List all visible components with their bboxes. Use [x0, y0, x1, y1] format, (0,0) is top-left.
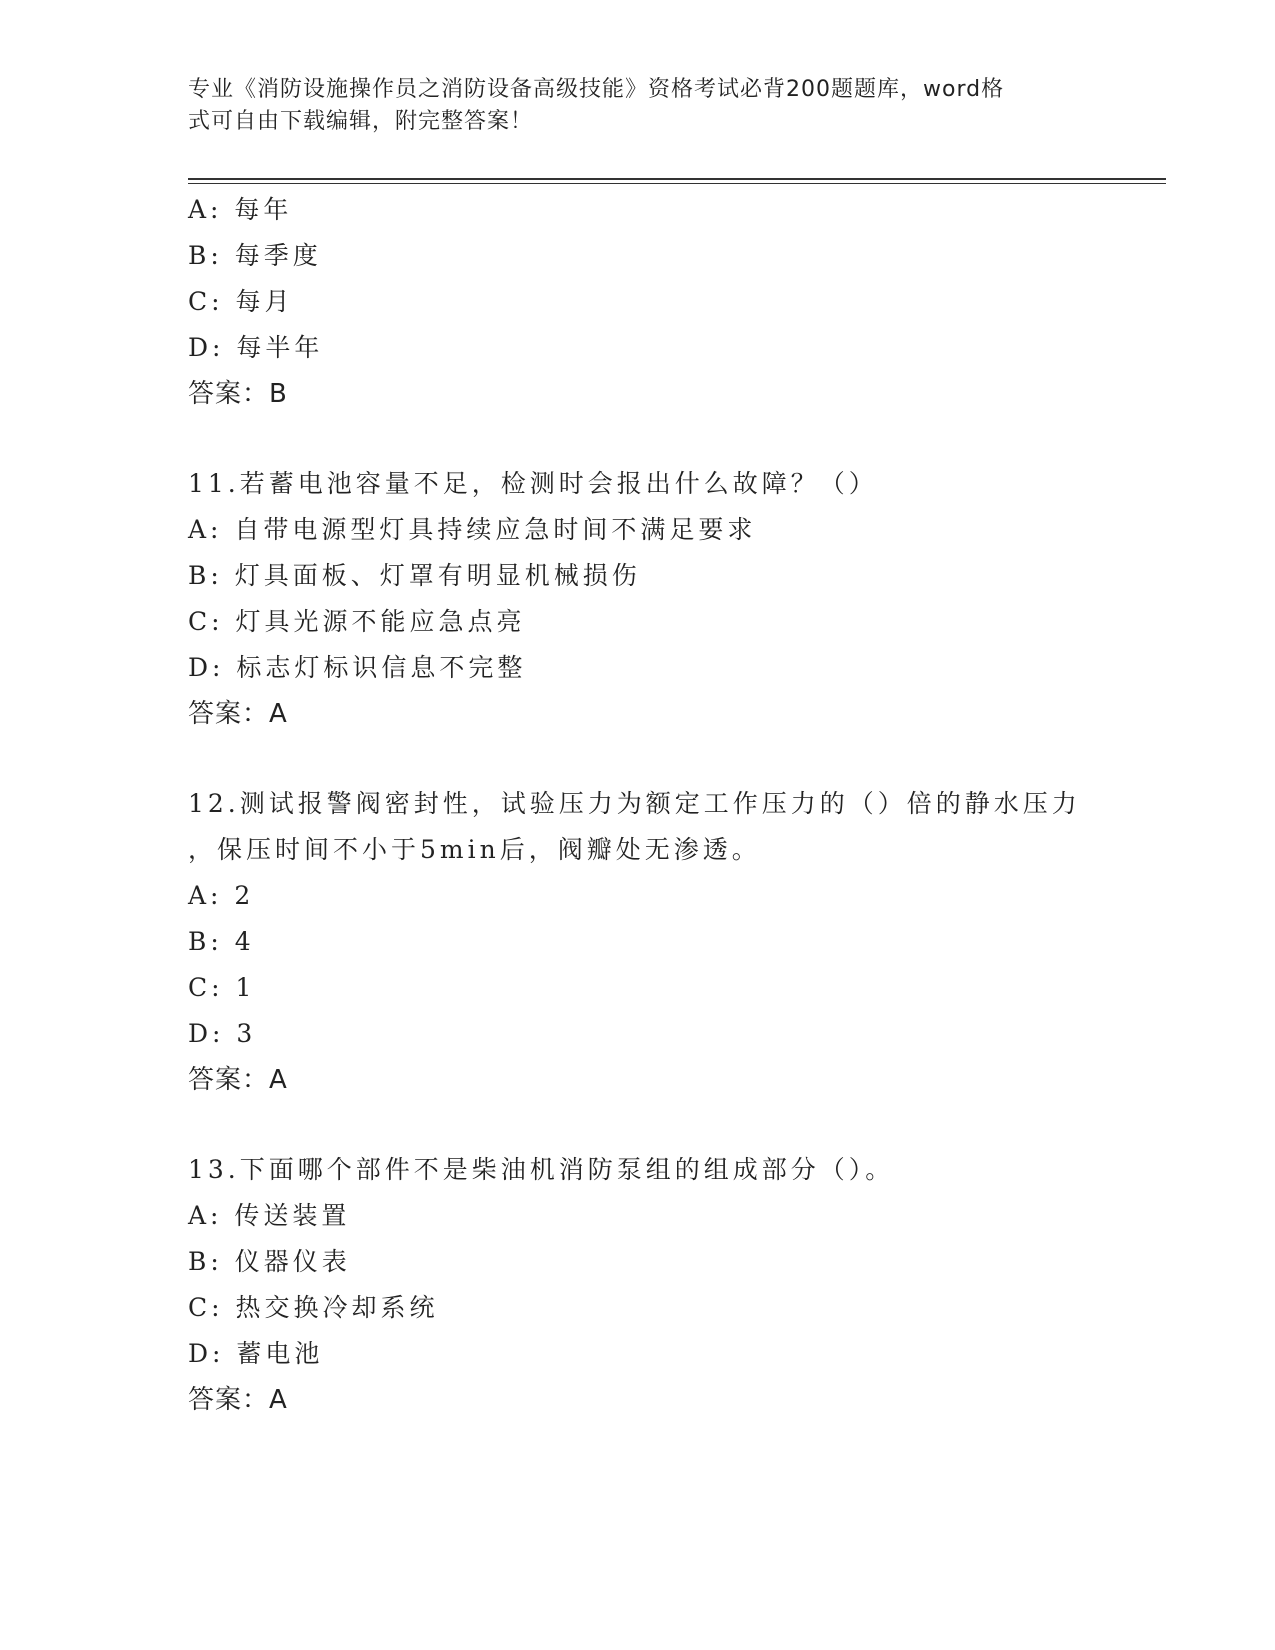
question-block-10: [188, 187, 1168, 417]
header-line-2: 式可自由下载编辑，附完整答案！: [188, 109, 534, 134]
option-d: D: 蓄电池: [188, 1339, 324, 1368]
option-a: A: 传送装置: [188, 1201, 351, 1230]
option-c: C: 热交换冷却系统: [188, 1293, 439, 1322]
answer-line: 答案：B: [188, 379, 288, 409]
option-b: B: 每季度: [188, 241, 322, 270]
answer-line: 答案：A: [188, 699, 288, 729]
question-stem: 12.测试报警阀密封性，试验压力为额定工作压力的（）倍的静水压力: [188, 789, 1081, 818]
question-stem: 11.若蓄电池容量不足，检测时会报出什么故障？（）: [188, 469, 878, 498]
option-a: A: 2: [188, 881, 255, 910]
question-list: [188, 187, 1168, 1423]
answer-line: 答案：A: [188, 1385, 288, 1415]
option-d: D: 3: [188, 1019, 257, 1048]
question-stem: 13.下面哪个部件不是柴油机消防泵组的组成部分（）。: [188, 1155, 895, 1184]
question-block-12: [188, 781, 1168, 1103]
question-stem-continued: ，保压时间不小于5min后，阀瓣处无渗透。: [188, 835, 761, 864]
header-line-1: 专业《消防设施操作员之消防设备高级技能》资格考试必背200题题库，word格: [188, 77, 1005, 102]
option-c: C: 每月: [188, 287, 294, 316]
document-header: [188, 74, 1068, 138]
option-a: A: 每年: [188, 195, 293, 224]
option-c: C: 1: [188, 973, 256, 1002]
question-block-13: [188, 1147, 1168, 1423]
option-c: C: 灯具光源不能应急点亮: [188, 607, 526, 636]
option-b: B: 灯具面板、灯罩有明显机械损伤: [188, 561, 641, 590]
option-a: A: 自带电源型灯具持续应急时间不满足要求: [188, 515, 757, 544]
option-b: B: 4: [188, 927, 255, 956]
option-d: D: 每半年: [188, 333, 324, 362]
header-divider-thin: [188, 183, 1166, 184]
question-block-11: [188, 461, 1168, 737]
answer-line: 答案：A: [188, 1065, 288, 1095]
header-divider-thick: [188, 178, 1166, 180]
option-d: D: 标志灯标识信息不完整: [188, 653, 527, 682]
option-b: B: 仪器仪表: [188, 1247, 351, 1276]
